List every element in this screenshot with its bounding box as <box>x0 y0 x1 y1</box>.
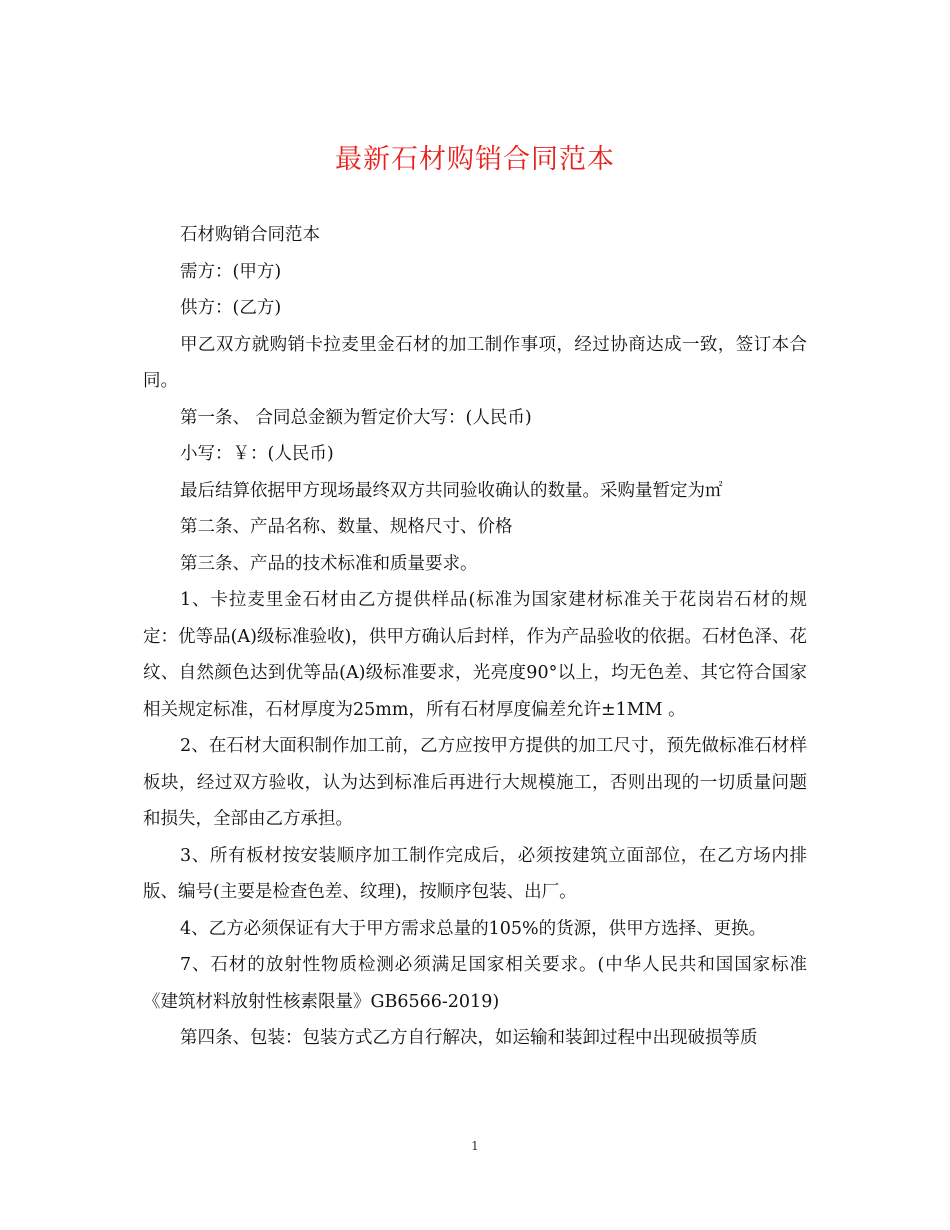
page-number: 1 <box>471 1139 479 1153</box>
paragraph: 第一条、 合同总金额为暂定价大写：(人民币) <box>180 407 532 428</box>
paragraph: 1、卡拉麦里金石材由乙方提供样品(标准为国家建材标准关于花岗岩石材的规定：优等品(A)级标准验收)，供甲方确认后封样，作为产品验收的依据。石材色泽、花纹、自然颜色达到优等品(A)级标准要求，光亮度90°以上，均无色差、其它符合国家相关规定标准，石材厚度为25mm，所有石材厚度偏差允许±1MM 。 <box>143 590 807 720</box>
paragraph: 第四条、包装：包装方式乙方自行解决，如运输和装卸过程中出现破损等质 <box>180 1028 758 1048</box>
paragraph: 需方：(甲方) <box>180 261 282 282</box>
document-body <box>143 217 807 1057</box>
paragraph: 3、所有板材按安装顺序加工制作完成后，必须按建筑立面部位，在乙方场内排版、编号(主要是检查色差、纹理)，按顺序包装、出厂。 <box>143 845 807 902</box>
paragraph: 2、在石材大面积制作加工前，乙方应按甲方提供的加工尺寸，预先做标准石材样板块，经过双方验收，认为达到标准后再进行大规模施工，否则出现的一切质量问题和损失，全部由乙方承担。 <box>143 736 807 829</box>
paragraph: 石材购销合同范本 <box>180 225 320 245</box>
paragraph: 甲乙双方就购销卡拉麦里金石材的加工制作事项，经过协商达成一致，签订本合同。 <box>143 334 807 391</box>
paragraph: 最后结算依据甲方现场最终双方共同验收确认的数量。采购量暂定为㎡ <box>180 480 723 501</box>
paragraph: 第二条、产品名称、数量、规格尺寸、价格 <box>180 517 513 537</box>
document-title: 最新石材购销合同范本 <box>335 144 615 175</box>
paragraph: 7、石材的放射性物质检测必须满足国家相关要求。(中华人民共和国国家标准《建筑材料放射性核素限量》GB6566-2019) <box>143 955 807 1012</box>
paragraph: 供方：(乙方) <box>180 298 282 318</box>
paragraph: 4、乙方必须保证有大于甲方需求总量的105%的货源，供甲方选择、更换。 <box>180 918 767 939</box>
paragraph: 第三条、产品的技术标准和质量要求。 <box>180 553 478 574</box>
paragraph: 小写：￥：(人民币) <box>180 444 334 464</box>
